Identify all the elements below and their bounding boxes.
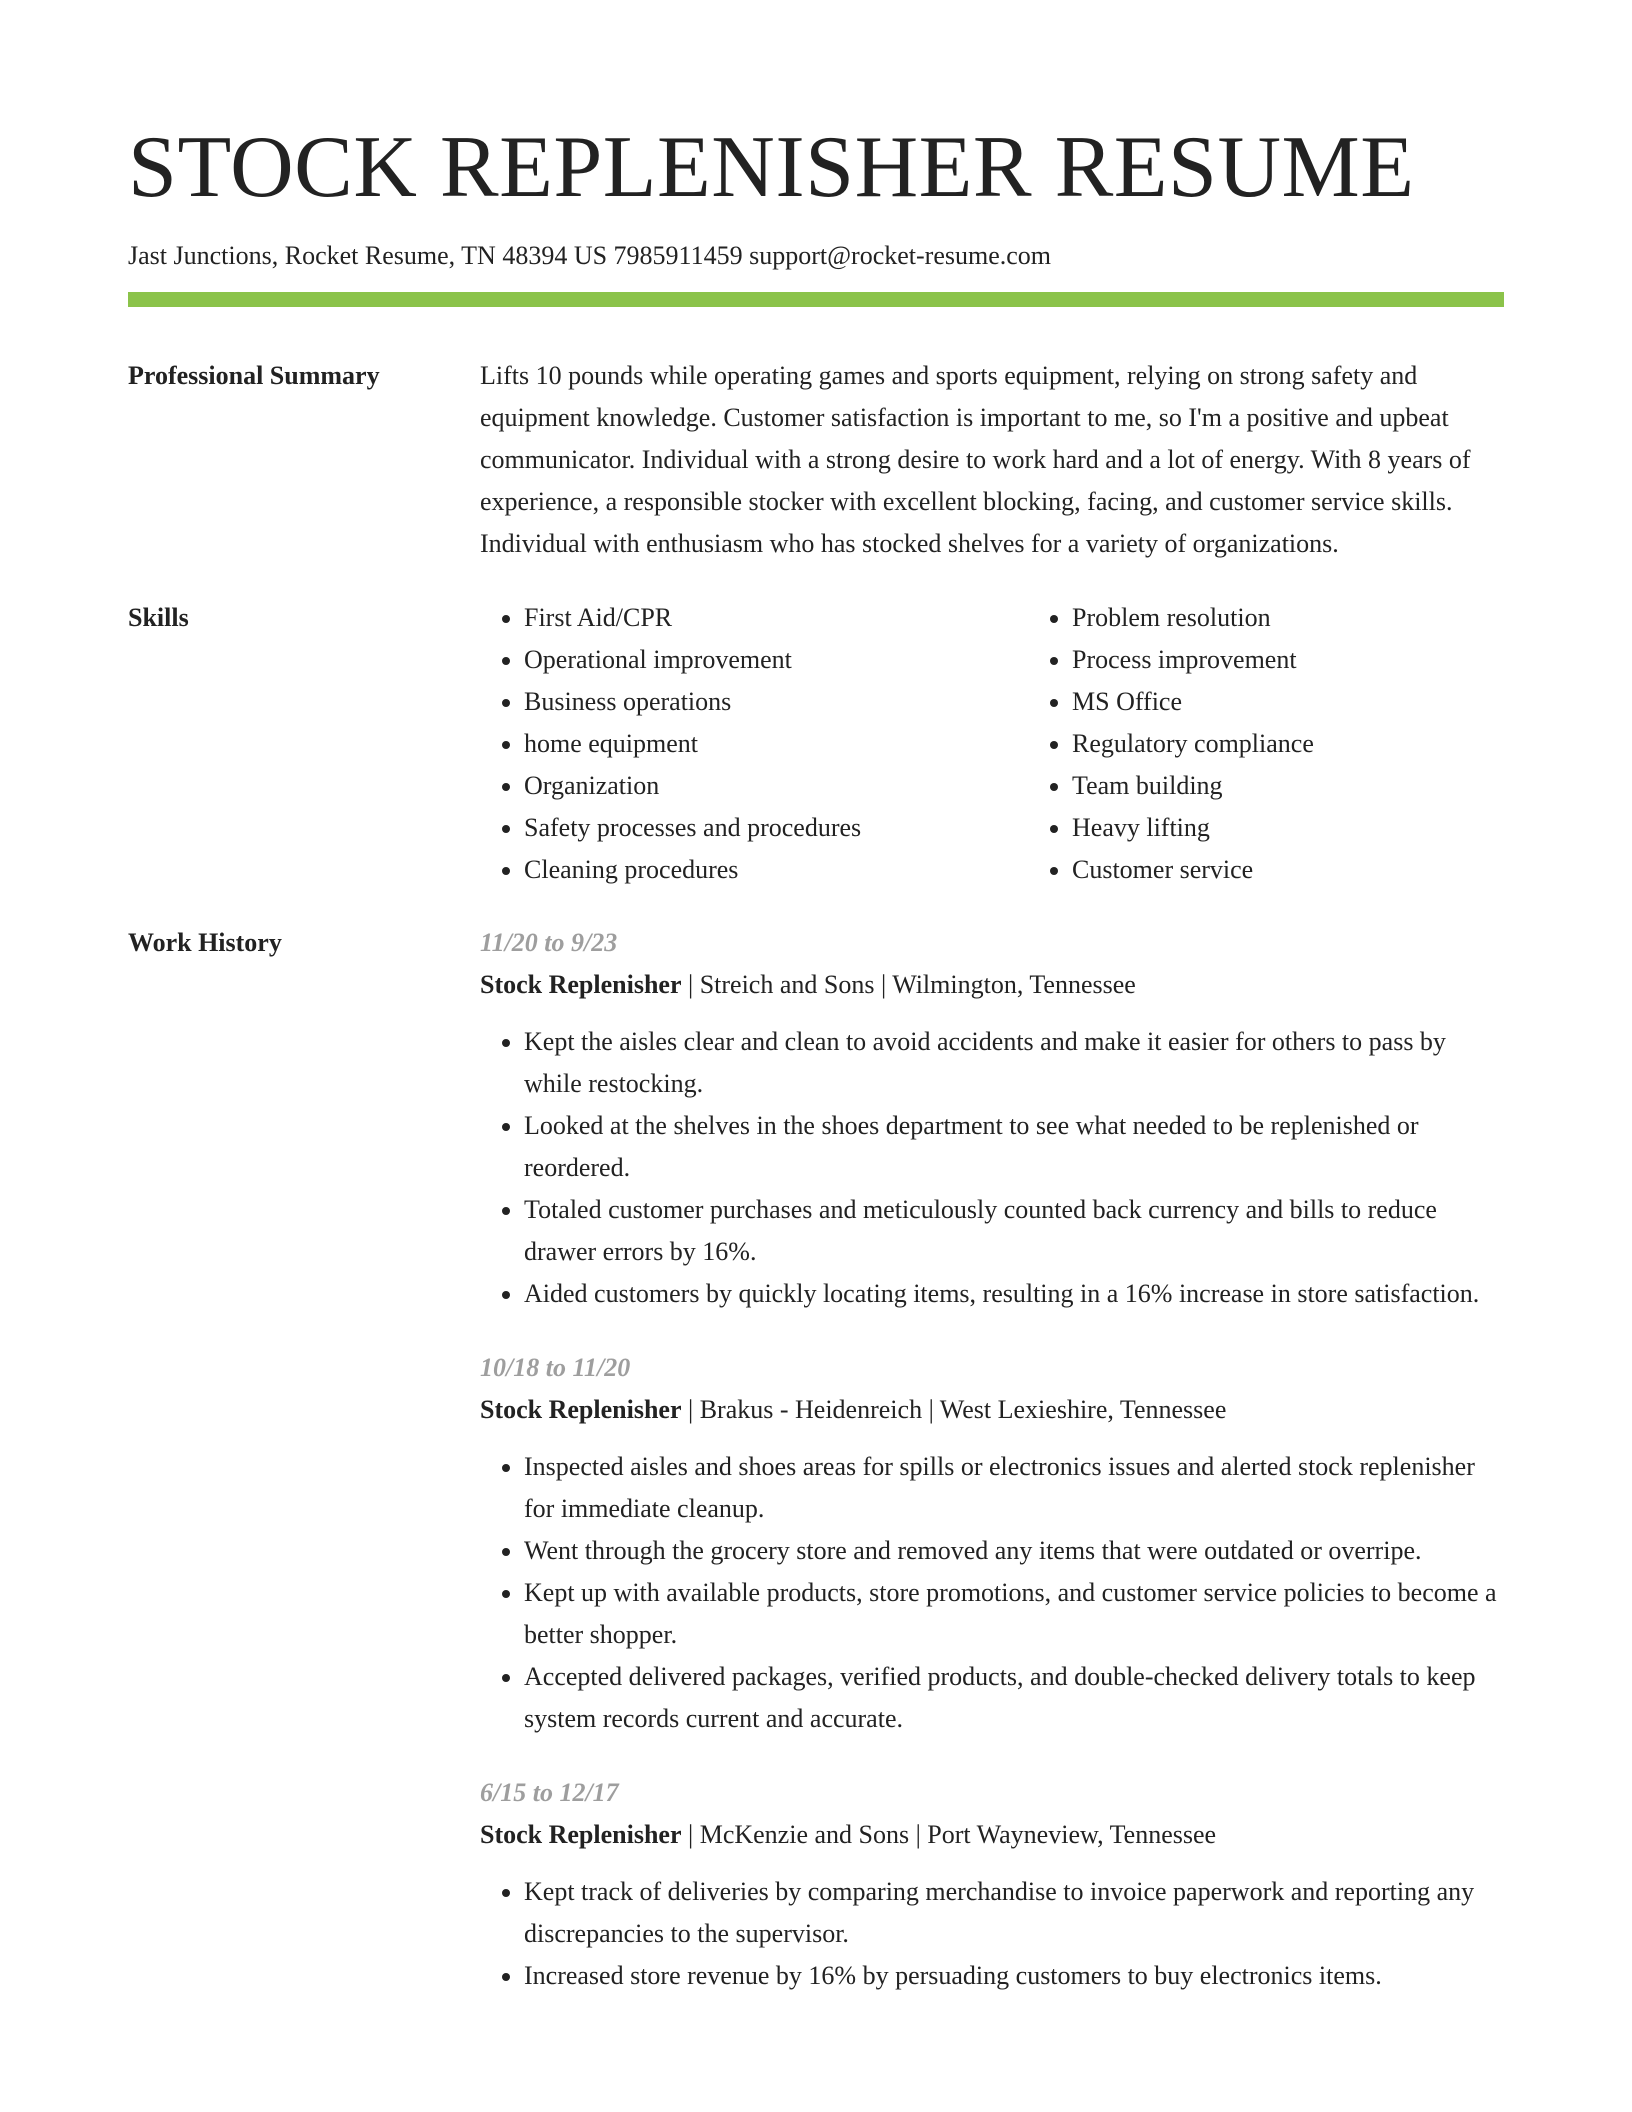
- skills-heading: Skills: [128, 603, 189, 632]
- skills-content: [480, 597, 1576, 891]
- job-entry: [480, 1772, 1504, 1997]
- skill-item: • Team building: [1072, 765, 1576, 807]
- skills-list-right: [1028, 597, 1576, 891]
- job-entry: [480, 922, 1504, 1315]
- skill-item: • Heavy lifting: [1072, 807, 1576, 849]
- resume-title: STOCK REPLENISHER RESUME: [128, 119, 1415, 216]
- job-duty: • Accepted delivered packages, verified products, and double-checked delivery totals to keep system records current and accurate.: [524, 1656, 1504, 1740]
- job-details: | Streich and Sons | Wilmington, Tennessee: [681, 970, 1136, 999]
- work-history-section: [128, 922, 1504, 2029]
- skills-list-left: [480, 597, 1028, 891]
- resume-page: [128, 0, 1504, 2029]
- job-duty: • Kept up with available products, store promotions, and customer service policies to become a better shopper.: [524, 1572, 1504, 1656]
- job-heading: [480, 1814, 1504, 1856]
- work-history-content: [480, 922, 1504, 2029]
- skill-item: • Operational improvement: [524, 639, 1028, 681]
- skill-item: • First Aid/CPR: [524, 597, 1028, 639]
- job-duties-list: [480, 1871, 1504, 1997]
- job-duties-list: [480, 1446, 1504, 1740]
- job-title: Stock Replenisher: [480, 970, 682, 999]
- skill-item: • Regulatory compliance: [1072, 723, 1576, 765]
- job-duty: • Aided customers by quickly locating items, resulting in a 16% increase in store satisfaction.: [524, 1273, 1504, 1315]
- job-duty: • Kept track of deliveries by comparing merchandise to invoice paperwork and reporting any discrepancies to the supervisor.: [524, 1871, 1504, 1955]
- job-title: Stock Replenisher: [480, 1820, 682, 1849]
- job-details: | Brakus - Heidenreich | West Lexieshire, Tennessee: [681, 1395, 1227, 1424]
- job-duty: • Went through the grocery store and removed any items that were outdated or overripe.: [524, 1530, 1504, 1572]
- skill-item: • Safety processes and procedures: [524, 807, 1028, 849]
- header-divider: [128, 292, 1504, 307]
- skill-item: • Cleaning procedures: [524, 849, 1028, 891]
- job-duty: • Looked at the shelves in the shoes department to see what needed to be replenished or reordered.: [524, 1105, 1504, 1189]
- contact-line: Jast Junctions, Rocket Resume, TN 48394 US 7985911459 support@rocket-resume.com: [128, 241, 1051, 270]
- job-heading: [480, 964, 1504, 1006]
- skill-item: • Business operations: [524, 681, 1028, 723]
- summary-content: [480, 355, 1504, 565]
- skill-item: • MS Office: [1072, 681, 1576, 723]
- skill-item: • Problem resolution: [1072, 597, 1576, 639]
- job-details: | McKenzie and Sons | Port Wayneview, Tennessee: [681, 1820, 1217, 1849]
- skills-section: [128, 597, 1504, 891]
- job-duty: • Kept the aisles clear and clean to avoid accidents and make it easier for others to pass by while restocking.: [524, 1021, 1504, 1105]
- job-title: Stock Replenisher: [480, 1395, 682, 1424]
- skill-item: • home equipment: [524, 723, 1028, 765]
- job-duties-list: [480, 1021, 1504, 1315]
- job-heading: [480, 1389, 1504, 1431]
- summary-heading: Professional Summary: [128, 361, 380, 390]
- job-dates: 11/20 to 9/23: [480, 928, 618, 957]
- skill-item: • Process improvement: [1072, 639, 1576, 681]
- summary-text: Lifts 10 pounds while operating games and sports equipment, relying on strong safety and equipment knowledge. Customer satisfaction is important to me, so I'm a positive and upbeat communicator. Individual with a strong desire to work hard and a lot of energy. With 8 years of experience, a responsible stocker with excellent blocking, facing, and customer service skills. Individual with enthusiasm who has stocked shelves for a variety of organizations.: [480, 361, 1471, 558]
- job-dates: 10/18 to 11/20: [480, 1353, 631, 1382]
- work-history-heading: Work History: [128, 928, 282, 957]
- skill-item: • Organization: [524, 765, 1028, 807]
- skill-item: • Customer service: [1072, 849, 1576, 891]
- job-dates: 6/15 to 12/17: [480, 1778, 619, 1807]
- job-entry: [480, 1347, 1504, 1740]
- job-duty: • Inspected aisles and shoes areas for spills or electronics issues and alerted stock replenisher for immediate cleanup.: [524, 1446, 1504, 1530]
- summary-section: [128, 355, 1504, 565]
- job-duty: • Increased store revenue by 16% by persuading customers to buy electronics items.: [524, 1955, 1504, 1997]
- job-duty: • Totaled customer purchases and meticulously counted back currency and bills to reduce drawer errors by 16%.: [524, 1189, 1504, 1273]
